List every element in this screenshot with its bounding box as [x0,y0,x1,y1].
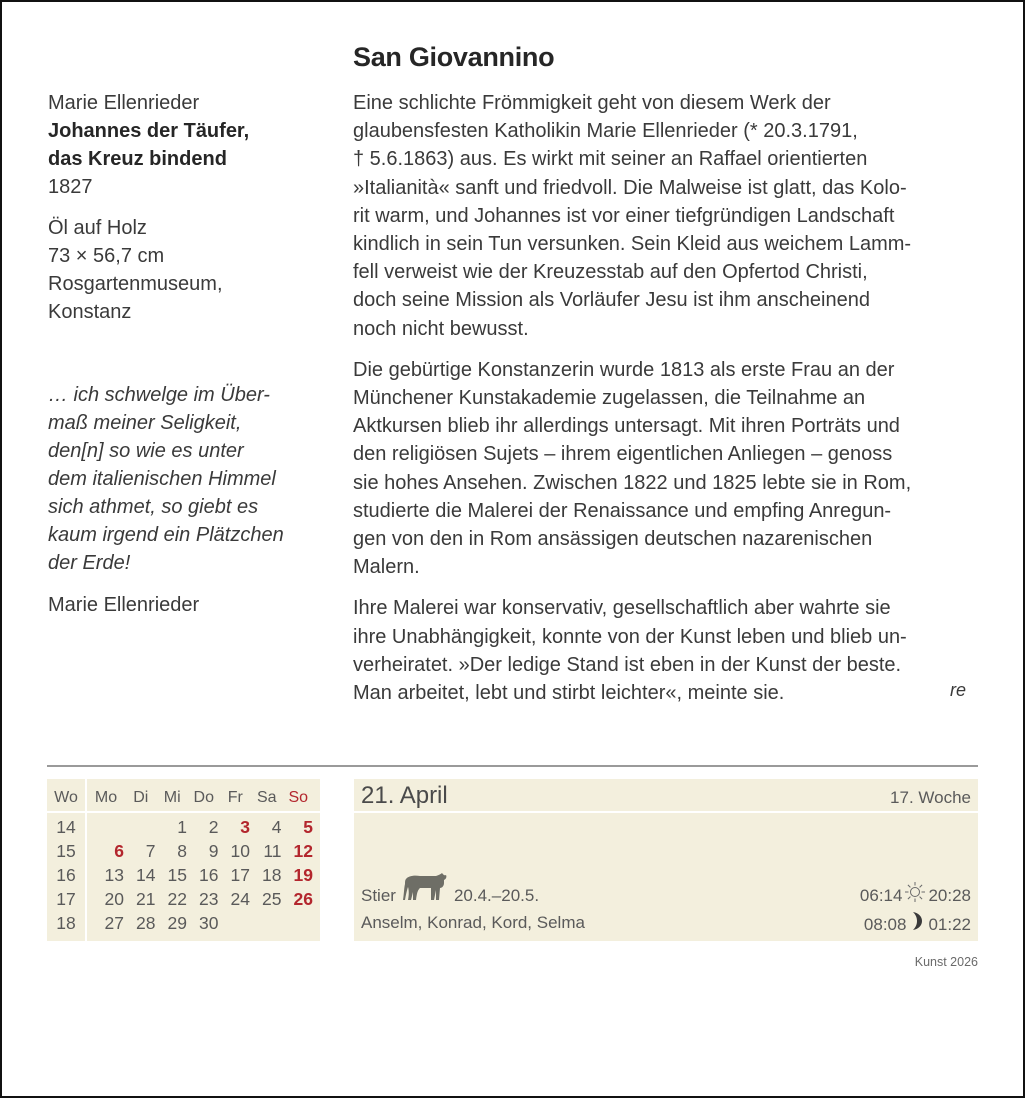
day-cell: 23 [199,889,219,909]
day-cell: 29 [167,913,187,933]
day-cell: 30 [199,913,219,933]
weekday-header: Mo [94,789,118,806]
day-cell [220,911,252,935]
weekday-header: Fr [227,789,243,806]
day-cell: 10 [230,841,250,861]
day-cell: 14 [136,865,156,885]
article-body [353,89,983,720]
day-info-panel [354,779,978,941]
day-cell-sunday: 19 [293,865,313,885]
quote-line: sich athmet, so giebt es [48,496,259,518]
artwork-medium: Öl auf Holz [48,217,147,239]
text-line: † 5.6.1863) aus. Es wirkt mit seiner an Raffael orientierten [353,148,868,171]
quote-line: dem italienischen Himmel [48,468,276,490]
weekday-header-row [87,779,320,811]
sun-times [860,881,971,910]
weekday-header-sunday: So [288,789,309,806]
sunrise-time: 06:14 [859,885,903,905]
artwork-caption [48,89,323,326]
week-row [87,887,320,911]
text-line: Aktkursen blieb ihr allerdings untersagt. Mit ihren Porträts und [353,415,900,438]
day-cell: 2 [208,817,219,837]
day-cell: 1 [177,817,187,837]
week-number: 18 [56,913,76,933]
text-line: rit warm, und Johannes ist vor einer tiefgründigen Landschaft [353,204,895,227]
week-row [87,839,320,863]
zodiac-range: 20.4.–20.5. [453,886,540,905]
week-number: 14 [56,817,76,837]
days-grid [87,779,320,941]
article-paragraph-1 [353,89,983,343]
article-paragraph-3 [353,594,983,707]
day-cell-sunday: 5 [303,817,313,837]
day-cell: 7 [145,841,156,861]
article-paragraph-2 [353,356,983,582]
text-line: Man arbeitet, lebt und stirbt leichter«, meinte sie. [353,682,785,705]
text-line: den religiösen Sujets – ihrem eigentlichen Anliegen – genoss [353,443,893,466]
artwork-collection-line-1: Rosgartenmuseum, [48,273,223,295]
day-cell: 8 [177,841,187,861]
moon-times [864,911,971,938]
day-cell: 28 [136,913,156,933]
day-cell: 11 [263,841,282,861]
zodiac-info [361,873,539,908]
week-row [87,911,320,935]
quote-line: … ich schwelge im Über- [48,384,270,406]
artwork-dimensions: 73 × 56,7 cm [48,245,165,267]
weekday-header: Sa [256,789,277,806]
section-divider [47,765,978,767]
artist-name: Marie Ellenrieder [48,92,200,114]
quote-line: der Erde! [48,552,131,574]
day-cell: 9 [208,841,219,861]
quote-author: Marie Ellenrieder [48,594,200,616]
day-cell: 22 [167,889,187,909]
sunset-time: 20:28 [928,885,971,905]
text-line: ihre Unabhängigkeit, konnte von der Kunst leben und blieb un- [353,625,907,648]
day-cell: 25 [262,889,282,909]
week-number: 15 [56,841,76,861]
moonset-time: 01:22 [928,914,971,934]
day-cell: 4 [271,817,282,837]
day-header [354,779,978,811]
weekday-header: Do [193,789,214,806]
current-date: 21. April [361,782,448,809]
weekday-header: Mi [163,789,181,806]
text-line: sie hohes Ansehen. Zwischen 1822 und 1825 lebte sie in Rom, [353,471,912,494]
zodiac-label: Stier [361,886,396,905]
text-line: Malern. [353,556,420,579]
week-row [87,815,320,839]
day-cell-holiday: 3 [240,817,250,837]
day-cell [87,815,125,839]
day-cell-sunday: 12 [293,841,313,861]
text-line: Münchener Kunstakademie zugelassen, die Teilnahme an [353,387,866,410]
week-number: 17 [56,889,76,909]
quote-line: den[n] so wie es unter [48,440,244,462]
day-cell: 17 [230,865,250,885]
week-number-column [47,779,85,941]
sun-icon [904,881,926,910]
text-line: Eine schlichte Frömmigkeit geht von diesem Werk der [353,92,831,114]
text-line: noch nicht bewusst. [353,317,529,340]
day-cell: 13 [104,865,124,885]
text-line: doch seine Mission als Vorläufer Jesu ist ihm anscheinend [353,289,870,312]
day-cell: 18 [262,865,282,885]
quote-line: maß meiner Seligkeit, [48,412,242,434]
day-cell: 20 [104,889,124,909]
quote-line: kaum irgend ein Plätzchen [48,524,284,546]
day-cell: 16 [199,865,219,885]
day-cell: 24 [230,889,250,909]
author-signature: re [949,680,966,700]
moon-icon [908,911,926,938]
calendar-edition-label: Kunst 2026 [914,955,978,969]
text-line: Ihre Malerei war konservativ, gesellschaftlich aber wahrte sie [353,597,891,620]
week-label: 17. Woche [890,788,971,807]
day-details [354,813,978,941]
day-cell: 15 [167,865,187,885]
text-line: studierte die Malerei der Renaissance und empfing Anregun- [353,499,892,522]
text-line: verheiratet. »Der ledige Stand ist eben in der Kunst der beste. [353,653,902,676]
name-days: Anselm, Konrad, Kord, Selma [361,913,585,932]
day-cell-sunday: 26 [293,889,313,909]
text-line: kindlich in sein Tun versunken. Sein Kleid aus weichem Lamm- [353,233,912,256]
article-title: San Giovannino [353,42,555,72]
artwork-year: 1827 [48,176,93,198]
week-column-header: Wo [54,789,78,806]
day-cell-sunday [283,911,315,935]
day-cell: 21 [136,889,156,909]
month-calendar [47,779,320,941]
artist-quote [48,381,328,577]
day-cell [125,815,157,839]
artwork-title-line-2: das Kreuz bindend [48,148,227,170]
week-row [87,863,320,887]
bull-icon [402,873,448,908]
text-line: glaubensfesten Katholikin Marie Ellenrieder (* 20.3.1791, [353,120,858,143]
text-line: fell verweist wie der Kreuzesstab auf den Opfertod Christi, [353,261,868,284]
artwork-title-line-1: Johannes der Täufer, [48,120,250,142]
day-cell: 27 [104,913,124,933]
weekday-header: Di [133,789,149,806]
moonrise-time: 08:08 [863,914,907,934]
artwork-collection-line-2: Konstanz [48,301,132,323]
text-line: Die gebürtige Konstanzerin wurde 1813 als erste Frau an der [353,358,895,381]
text-line: »Italianità« sanft und friedvoll. Die Malweise ist glatt, das Kolo- [353,176,907,199]
day-cell [251,911,283,935]
week-number: 16 [56,865,76,885]
day-cell-holiday: 6 [114,841,124,861]
text-line: gen von den in Rom ansässigen deutschen nazarenischen [353,528,873,551]
